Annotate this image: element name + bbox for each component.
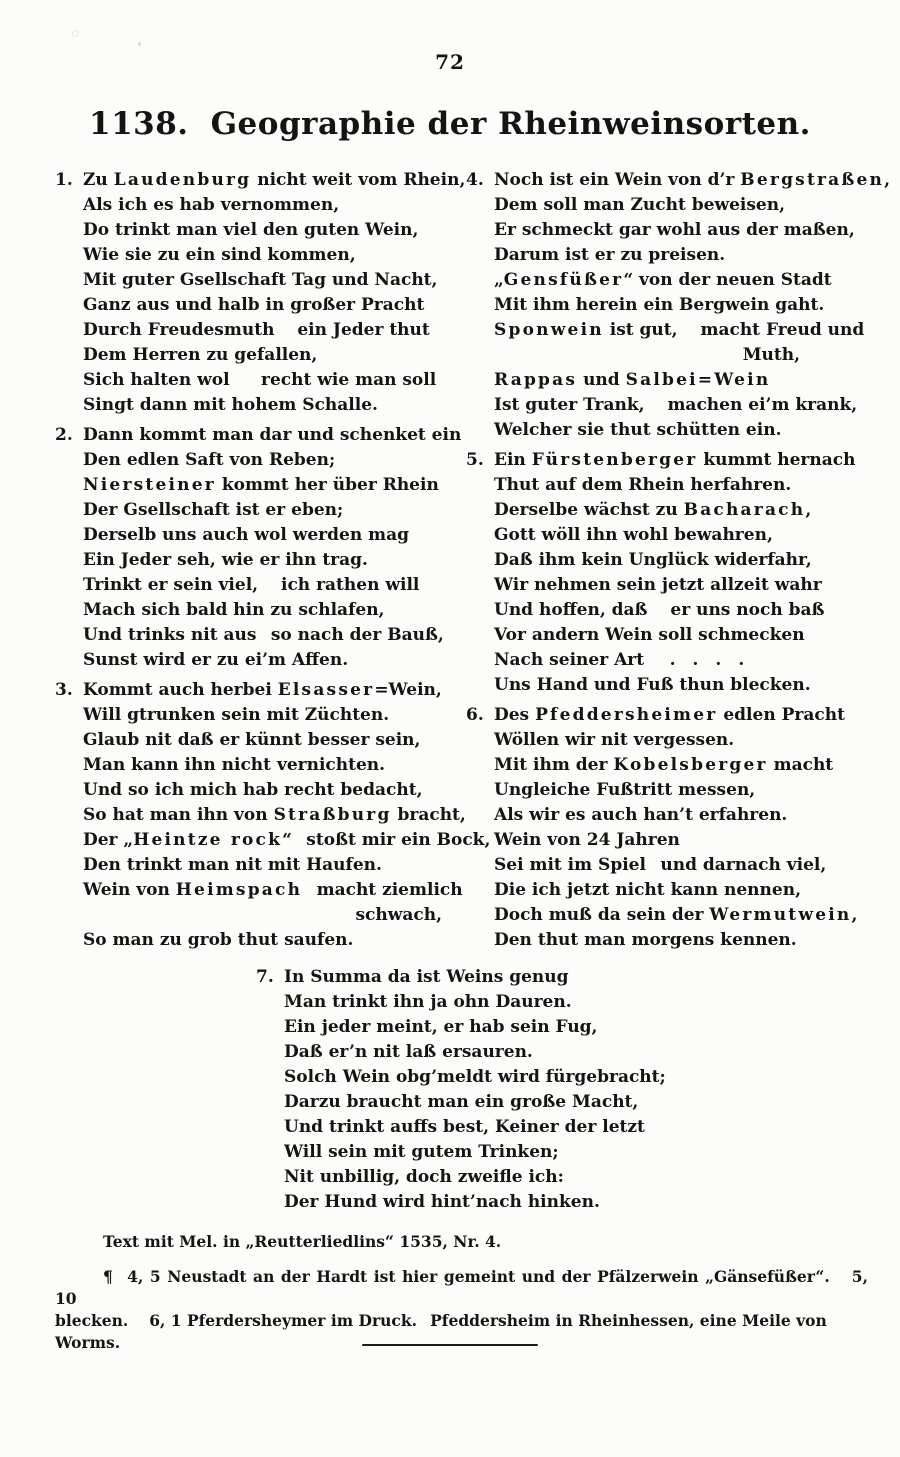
verse-text: Den trinkt man nit mit Haufen. [83, 855, 382, 875]
verse-text: Mach sich bald hin zu schlafen, [83, 600, 385, 620]
verse-text: Sich halten wol recht wie man soll [83, 370, 437, 390]
verse-line [284, 1190, 656, 1215]
verse-line [83, 498, 450, 523]
verse-text: Derselbe wächst zu [494, 500, 684, 520]
stanza-number: 6. [466, 705, 484, 725]
verse-text: Der Gsellschaft ist er eben; [83, 500, 344, 520]
stanza-5 [466, 448, 870, 698]
verse-line [83, 548, 450, 573]
stanza-6 [466, 703, 870, 953]
place-name: Laudenburg [113, 170, 252, 190]
verse-text: Und trinkt auffs best, Keiner der letzt [284, 1117, 645, 1137]
verse-text: Des [494, 705, 536, 725]
verse-text: Als wir es auch han’t erfahren. [494, 805, 788, 825]
verse-line [83, 268, 450, 293]
verse-text: Ganz aus und halb in großer Pracht [83, 295, 425, 315]
verse-line [83, 423, 462, 448]
place-name: Bacharach [683, 500, 806, 520]
verse-line [494, 448, 870, 473]
place-name: Heimspach [175, 880, 303, 900]
verse-text: , [851, 905, 858, 925]
left-column [55, 168, 491, 958]
verse-line [494, 418, 870, 443]
verse-line [83, 803, 466, 828]
verse-line [494, 928, 870, 953]
verse-line [83, 293, 450, 318]
verse-line [83, 623, 450, 648]
place-name: Heintze rock [133, 830, 283, 850]
verse-line [494, 803, 870, 828]
verse-line [284, 1090, 656, 1115]
verse-line [83, 573, 450, 598]
verse-line [494, 853, 870, 878]
verse-line [494, 498, 870, 523]
place-name: Niersteiner [83, 475, 216, 495]
verse-text: Wein von [83, 880, 176, 900]
verse-text: Vor andern Wein soll schmecken [494, 625, 805, 645]
verse-text: Man trinkt ihn ja ohn Dauren. [284, 992, 572, 1012]
place-name: Bergstraßen [740, 170, 885, 190]
verse-line [494, 728, 870, 753]
center-column [256, 965, 666, 1220]
verse-line [494, 778, 870, 803]
verse-line [494, 753, 870, 778]
verse-text: Derselb uns auch wol werden mag [83, 525, 410, 545]
verse-line [494, 623, 870, 648]
verse-text: “ von der neuen Stadt [623, 270, 832, 290]
verse-text: Doch muß da sein der [494, 905, 710, 925]
verse-text: Ein [494, 450, 532, 470]
verse-text: Ist guter Trank, machen ei’m krank, [494, 395, 858, 415]
stanza-2 [55, 423, 462, 673]
verse-text: Muth, [742, 345, 800, 365]
verse-line [284, 990, 656, 1015]
verse-line [83, 678, 450, 703]
verse-text: macht [767, 755, 834, 775]
verse-line [83, 193, 450, 218]
verse-text: Nach seiner Art . . . . [494, 650, 745, 670]
place-name: Salbei=Wein [625, 370, 771, 390]
verse-line [83, 878, 463, 903]
stanza-number: 7. [256, 967, 274, 987]
verse-text: =Wein, [374, 680, 442, 700]
verse-text: Uns Hand und Fuß thun blecken. [494, 675, 811, 695]
verse-text: Daß er’n nit laß ersauren. [284, 1042, 533, 1062]
verse-text: kummt hernach [697, 450, 856, 470]
verse-text: Glaub nit daß er künnt besser sein, [83, 730, 421, 750]
poem-number: 1138. [89, 106, 189, 142]
verse-line [83, 598, 450, 623]
stanza-number: 2. [55, 425, 73, 445]
verse-line [494, 318, 870, 343]
page-number: 72 [435, 50, 465, 74]
verse-line [494, 343, 870, 368]
verse-line [494, 828, 870, 853]
verse-text: nicht weit vom Rhein, [251, 170, 466, 190]
verse-text: Den thut man morgens kennen. [494, 930, 797, 950]
verse-text: kommt her über Rhein [215, 475, 439, 495]
verse-line [494, 573, 870, 598]
verse-line [83, 218, 450, 243]
place-name: Rappas [494, 370, 578, 390]
verse-text: So hat man ihn von [83, 805, 274, 825]
place-name: Elsasser [277, 680, 375, 700]
verse-text: Wöllen wir nit vergessen. [494, 730, 735, 750]
verse-text: Dem Herren zu gefallen, [83, 345, 318, 365]
stanza-1 [55, 168, 466, 418]
stanza-number: 1. [55, 170, 73, 190]
verse-text: Sei mit im Spiel und darnach viel, [494, 855, 827, 875]
verse-line [494, 293, 870, 318]
verse-line [494, 368, 870, 393]
verse-text: ist gut, macht Freud und [603, 320, 865, 340]
verse-line [83, 778, 450, 803]
verse-text: Solch Wein obg’meldt wird fürgebracht; [284, 1067, 666, 1087]
verse-text: Als ich es hab vernommen, [83, 195, 340, 215]
verse-line [83, 368, 450, 393]
stanza-4 [466, 168, 891, 443]
verse-line [494, 168, 891, 193]
verse-line [494, 473, 870, 498]
verse-line [284, 1165, 656, 1190]
verse-text: Welcher sie thut schütten ein. [494, 420, 782, 440]
verse-line [494, 523, 870, 548]
verse-line [494, 548, 870, 573]
poem-title [0, 106, 900, 142]
verse-line [494, 268, 870, 293]
verse-text: Zu [83, 170, 114, 190]
verse-text: Mit ihm der [494, 755, 614, 775]
verse-line [83, 448, 450, 473]
verse-line [83, 853, 450, 878]
footnote-annotation-line-1: ¶ 4, 5 Neustadt an der Hardt ist hier gemeint und der Pfälzerwein „Gänsefüßer“. 5, 10 [55, 1267, 868, 1308]
place-name: Kobelsberger [613, 755, 768, 775]
verse-line [83, 318, 450, 343]
verse-line [83, 393, 450, 418]
place-name: Sponwein [494, 320, 604, 340]
stanza-7 [256, 965, 666, 1215]
verse-text: macht ziemlich [302, 880, 463, 900]
footnote-annotation-line-2: blecken. 6, 1 Pferdersheymer im Druck. Pfeddersheim in Rheinhessen, eine Meile von Worms. [55, 1311, 827, 1352]
verse-line [83, 648, 450, 673]
verse-line [494, 393, 870, 418]
verse-text: bracht, [391, 805, 466, 825]
verse-text: Will sein mit gutem Trinken; [284, 1142, 559, 1162]
verse-text: Der Hund wird hint’nach hinken. [284, 1192, 600, 1212]
verse-line [83, 343, 450, 368]
verse-line [494, 218, 870, 243]
verse-line [83, 828, 491, 853]
verse-text: Nit unbillig, doch zweifle ich: [284, 1167, 564, 1187]
stanza-3 [55, 678, 491, 953]
verse-text: Noch ist ein Wein von d’r [494, 170, 741, 190]
right-column [466, 168, 891, 958]
verse-line [83, 928, 450, 953]
scan-artifact [138, 42, 141, 46]
verse-line [83, 903, 450, 928]
verse-text: Dem soll man Zucht beweisen, [494, 195, 786, 215]
verse-line [494, 903, 870, 928]
verse-line [494, 193, 870, 218]
verse-line [284, 1065, 666, 1090]
verse-line [494, 673, 870, 698]
place-name: Gensfüßer [503, 270, 624, 290]
verse-text: Ein jeder meint, er hab sein Fug, [284, 1017, 598, 1037]
verse-text: Die ich jetzt nicht kann nennen, [494, 880, 801, 900]
verse-line [494, 703, 870, 728]
verse-text: Darzu braucht man ein große Macht, [284, 1092, 639, 1112]
verse-line [284, 1115, 656, 1140]
footnotes-section [55, 1231, 868, 1354]
verse-line [83, 703, 450, 728]
verse-text: Durch Freudesmuth ein Jeder thut [83, 320, 430, 340]
verse-text: Mit guter Gsellschaft Tag und Nacht, [83, 270, 438, 290]
verse-text: Trinkt er sein viel, ich rathen will [83, 575, 420, 595]
verse-line [494, 598, 870, 623]
verse-line [494, 648, 870, 673]
verse-text: So man zu grob thut saufen. [83, 930, 354, 950]
verse-text: edlen Pracht [717, 705, 845, 725]
verse-text: Thut auf dem Rhein herfahren. [494, 475, 792, 495]
verse-line [83, 473, 450, 498]
place-name: Wermutwein [709, 905, 852, 925]
verse-text: Wein von 24 Jahren [494, 830, 680, 850]
scan-artifact [72, 30, 79, 37]
verse-text: Will gtrunken sein mit Züchten. [83, 705, 390, 725]
verse-text: Ungleiche Fußtritt messen, [494, 780, 756, 800]
verse-line [494, 243, 870, 268]
verse-text: , [884, 170, 891, 190]
verse-line [284, 1015, 656, 1040]
place-name: Straßburg [273, 805, 392, 825]
verse-text: “ stoßt mir ein Bock, [282, 830, 491, 850]
poem-title-text: Geographie der Rheinweinsorten. [210, 106, 811, 142]
verse-text: , [805, 500, 812, 520]
verse-line [284, 1040, 656, 1065]
verse-line [83, 728, 450, 753]
verse-text: schwach, [355, 905, 442, 925]
verse-text: Daß ihm kein Unglück widerfahr, [494, 550, 812, 570]
verse-text: Mit ihm herein ein Bergwein gaht. [494, 295, 825, 315]
verse-text: Dann kommt man dar und schenket ein [83, 425, 462, 445]
place-name: Fürstenberger [531, 450, 698, 470]
verse-text: Und so ich mich hab recht bedacht, [83, 780, 423, 800]
verse-line [284, 965, 656, 990]
stanza-number: 5. [466, 450, 484, 470]
section-divider-rule [362, 1344, 538, 1346]
verse-text: Der „ [83, 830, 134, 850]
verse-text: und [577, 370, 626, 390]
stanza-number: 3. [55, 680, 73, 700]
verse-text: Er schmeckt gar wohl aus der maßen, [494, 220, 855, 240]
verse-text: Und trinks nit aus so nach der Bauß, [83, 625, 444, 645]
verse-text: Und hoffen, daß er uns noch baß [494, 600, 825, 620]
verse-text: Den edlen Saft von Reben; [83, 450, 336, 470]
verse-text: Sunst wird er zu ei’m Affen. [83, 650, 349, 670]
verse-text: „ [494, 270, 504, 290]
verse-line [83, 753, 450, 778]
verse-text: Kommt auch herbei [83, 680, 278, 700]
verse-text: Gott wöll ihn wohl bewahren, [494, 525, 773, 545]
verse-text: Do trinkt man viel den guten Wein, [83, 220, 419, 240]
verse-text: Ein Jeder seh, wie er ihn trag. [83, 550, 368, 570]
verse-line [83, 243, 450, 268]
verse-text: Darum ist er zu preisen. [494, 245, 726, 265]
verse-line [83, 523, 450, 548]
verse-text: Man kann ihn nicht vernichten. [83, 755, 386, 775]
stanza-number: 4. [466, 170, 484, 190]
verse-text: Wie sie zu ein sind kommen, [83, 245, 356, 265]
verse-line [284, 1140, 656, 1165]
verse-text: Wir nehmen sein jetzt allzeit wahr [494, 575, 822, 595]
place-name: Pfeddersheimer [535, 705, 718, 725]
verse-line [83, 168, 466, 193]
verse-text: Singt dann mit hohem Schalle. [83, 395, 378, 415]
footnote-source: Text mit Mel. in „Reutterliedlins“ 1535, Nr. 4. [103, 1232, 502, 1251]
verse-line [494, 878, 870, 903]
verse-text: In Summa da ist Weins genug [284, 967, 569, 987]
